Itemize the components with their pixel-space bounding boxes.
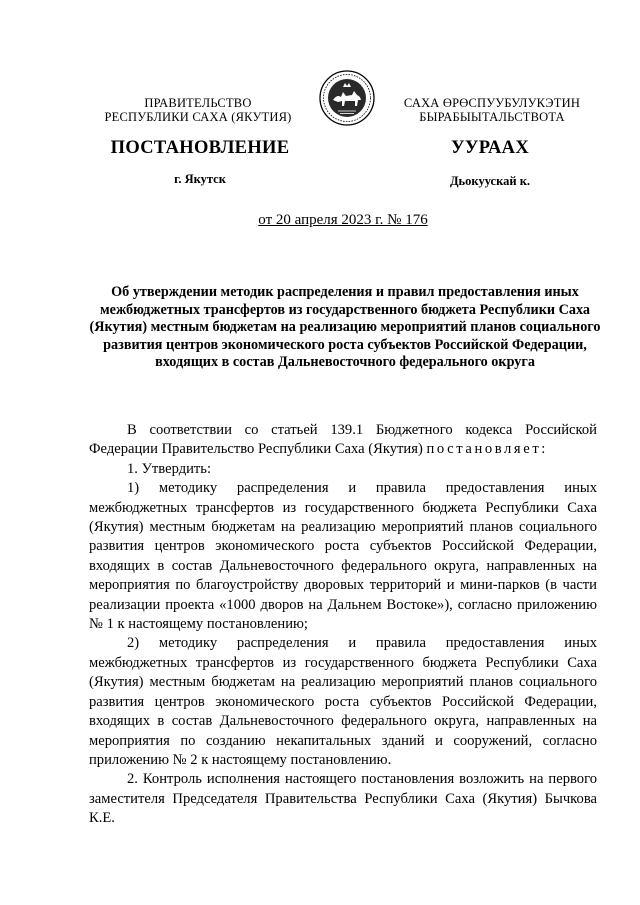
sakha-coat-of-arms-icon (318, 69, 376, 127)
document-body (89, 421, 597, 829)
document-title: Об утверждении методик распределения и правил предоставления иных межбюджетных трансфертов из государственного бюджета Республики Саха (Якутия) местным бюджетам на реализацию мероприятий планов социального развития центров экономического роста субъектов Российской Федерации, входящих в состав Дальневосточного федерального округа (89, 284, 601, 371)
item-1-1: 1) методику распределения и правила предоставления иных межбюджетных трансфертов из государственного бюджета Республики Саха (Якутия) местным бюджетам на реализацию мероприятий планов социального развития центров экономического роста субъектов Российской Федерации, входящих в состав Дальневосточного федерального округа, направленных на мероприятия по благоустройству дворовых территорий и мини-парков (в части реализации проекта «1000 дворов на Дальнем Востоке»), согласно приложению № 1 к настоящему постановлению; (89, 480, 597, 633)
intro-paragraph (89, 421, 597, 460)
item-1-2: 2) методику распределения и правила предоставления иных межбюджетных трансфертов из государственного бюджета Республики Саха (Якутия) местным бюджетам на реализацию мероприятий планов социального развития центров экономического роста субъектов Российской Федерации, входящих в состав Дальневосточного федерального округа, направленных на мероприятия по созданию некапитальных зданий и сооружений, согласно приложению № 2 к настоящему постановлению. (89, 635, 597, 768)
issuer-right-line1: САХА ӨРӨСПУУБУЛУКЭТИН (403, 96, 581, 110)
issuer-right-line2: БЫРАБЫЫТАЛЬСТВОТА (419, 110, 565, 124)
item-2: 2. Контроль исполнения настоящего постановления возложить на первого заместителя Председателя Правительства Республики Саха (Якутия) Бычкова К.Е. (89, 771, 597, 827)
issuer-left-line2: РЕСПУБЛИКИ САХА (ЯКУТИЯ) (104, 110, 292, 124)
city-left: г. Якутск (174, 172, 226, 186)
issuer-right (386, 96, 598, 124)
city-right: Дьокуускай к. (449, 174, 531, 188)
intro-text: В соответствии со статьей 139.1 Бюджетного кодекса Российской Федерации Правительство Республики Саха (Якутия) (89, 422, 597, 458)
date-and-number: от 20 апреля 2023 г. № 176 (258, 212, 428, 228)
doc-type-right: УУРААХ (451, 138, 529, 158)
issuer-left-line1: ПРАВИТЕЛЬСТВО (144, 96, 252, 110)
intro-verb: постановляет: (426, 441, 548, 458)
doc-type-left: ПОСТАНОВЛЕНИЕ (110, 138, 290, 158)
issuer-left (98, 96, 298, 124)
item-1: 1. Утвердить: (127, 460, 212, 477)
